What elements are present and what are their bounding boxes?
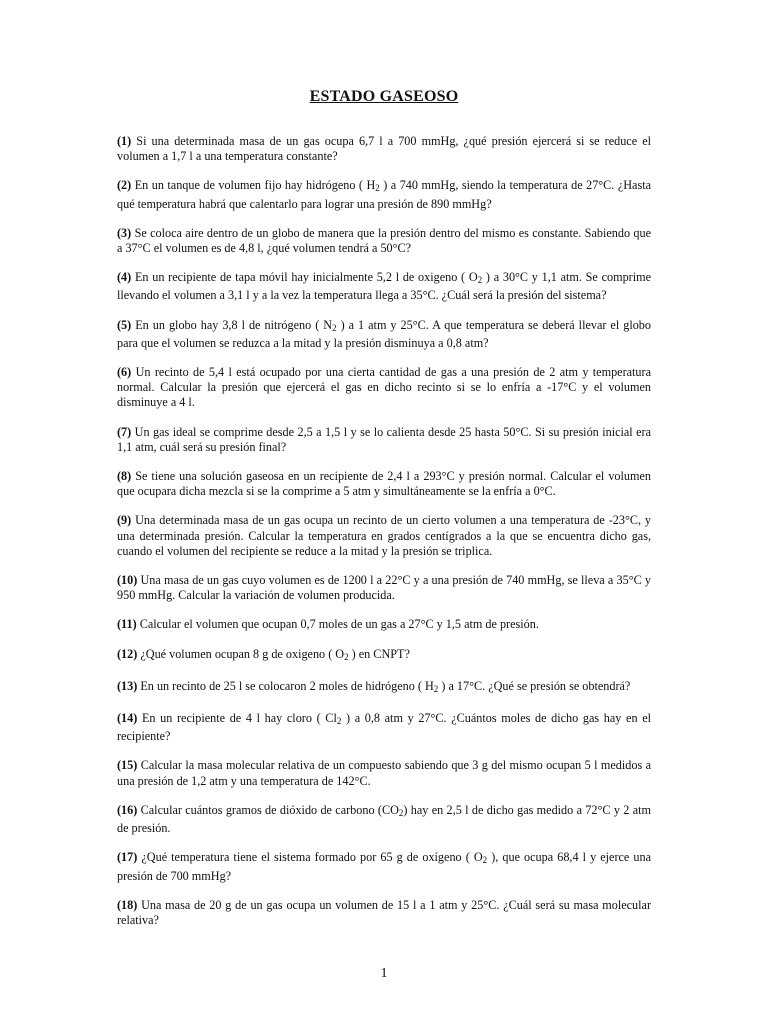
problem-text: Calcular cuántos gramos de dióxido de carbono (CO [137, 802, 399, 817]
problem-text: En un recinto de 25 l se colocaron 2 moles de hidrógeno ( H [137, 678, 434, 693]
problem-text: En un recipiente de tapa móvil hay inicialmente 5,2 l de oxigeno ( O [131, 270, 478, 285]
subscript: 2 [336, 716, 342, 727]
problem-item [117, 679, 651, 697]
problem-number: (18) [117, 897, 138, 912]
subscript: 2 [332, 322, 337, 333]
problem-number: (14) [117, 711, 138, 726]
subscript: 2 [433, 683, 439, 694]
problem-text: En un globo hay 3,8 l de nitrógeno ( N [131, 317, 333, 332]
problem-number: (2) [117, 178, 132, 193]
problem-text: ) a 30°C y 1,1 atm. Se comprime llevando el volumen a 3,1 l y a la vez la temperatura llega a 35°C. ¿Cuál será la presión del sistema? [117, 270, 651, 303]
problem-list [117, 134, 651, 942]
problem-item [117, 850, 651, 883]
subscript: 2 [482, 855, 488, 866]
problem-number: (15) [117, 758, 138, 773]
subscript: 2 [477, 275, 483, 286]
problem-number: (3) [117, 225, 132, 240]
problem-number: (16) [117, 802, 138, 817]
problem-number: (4) [117, 270, 132, 285]
problem-text: Una determinada masa de un gas ocupa un recinto de un cierto volumen a una temperatura de -23°C, y una determinada presión. Calcular la temperatura en grados centígrados a la que se encuentra dicho gas, cuando el volumen del recipiente se reduce a la mitad y la presión se triplica. [117, 513, 651, 558]
problem-item [117, 898, 651, 928]
problem-item [117, 365, 651, 411]
problem-text: Si una determinada masa de un gas ocupa 6,7 l a 700 mmHg, ¿qué presión ejercerá si se reduce el volumen a 1,7 l a una temperatura constante? [117, 134, 651, 164]
problem-text: En un tanque de volumen fijo hay hidrógeno ( H [131, 178, 376, 193]
problem-text: Calcular la masa molecular relativa de un compuesto sabiendo que 3 g del mismo ocupan 5 l medidos a una presión de 1,2 atm y una temperatura de 142°C. [117, 758, 651, 788]
problem-text: Una masa de 20 g de un gas ocupa un volumen de 15 l a 1 atm y 25°C. ¿Cuál será su masa molecular relativa? [117, 897, 651, 927]
problem-number: (10) [117, 573, 138, 588]
problem-text: ¿Qué temperatura tiene el sistema formado por 65 g de oxígeno ( O [137, 850, 483, 865]
problem-text: En un recipiente de 4 l hay cloro ( Cl [137, 711, 337, 726]
problem-text: ) a 1 atm y 25°C. A que temperatura se deberá llevar el globo para que el volumen se reduzca a la mitad y la presión disminuya a 0,8 atm? [117, 317, 651, 350]
problem-text: Un recinto de 5,4 l está ocupado por una cierta cantidad de gas a una presión de 2 atm y temperatura normal. Calcular la presión que ejercerá el gas en dicho recinto si se lo enfría a -17°C y el volumen disminuye a 4 l. [117, 365, 651, 410]
subscript: 2 [398, 807, 404, 818]
problem-text: Se tiene una solución gaseosa en un recipiente de 2,4 l a 293°C y presión normal. Calcular el volumen que ocupara dicha mezcla si se la comprime a 5 atm y simultáneamente se la enfría a 0°C. [117, 469, 651, 499]
problem-text: ) a 17°C. ¿Qué se presión se obtendrá? [438, 678, 631, 693]
problem-item [117, 711, 651, 744]
problem-item [117, 469, 651, 499]
page-title: ESTADO GASEOSO [309, 88, 459, 105]
problem-text: Calcular el volumen que ocupan 0,7 moles de un gas a 27°C y 1,5 atm de presión. [136, 617, 539, 632]
problem-item [117, 647, 651, 665]
problem-text: ) hay en 2,5 l de dicho gas medido a 72°C y 2 atm de presión. [117, 802, 651, 836]
problem-item [117, 270, 651, 303]
problem-text: ) a 740 mmHg, siendo la temperatura de 27°C. ¿Hasta qué temperatura habrá que calentarlo para lograr una presión de 890 mmHg? [117, 178, 651, 211]
problem-text: Una masa de un gas cuyo volumen es de 1200 l a 22°C y a una presión de 740 mmHg, se lleva a 35°C y 950 mmHg. Calcular la variación de volumen producida. [117, 573, 651, 603]
problem-item [117, 617, 651, 632]
problem-text: Un gas ideal se comprime desde 2,5 a 1,5 l y se lo calienta desde 25 hasta 50°C. Si su presión inicial era 1,1 atm, cuál será su presión final? [117, 424, 651, 454]
page-number: 1 [380, 966, 388, 981]
problem-item [117, 803, 651, 836]
problem-item [117, 425, 651, 455]
problem-text: ) a 0,8 atm y 27°C. ¿Cuántos moles de dicho gas hay en el recipiente? [117, 711, 651, 744]
problem-item [117, 226, 651, 256]
problem-number: (17) [117, 850, 138, 865]
problem-text: ¿Qué volumen ocupan 8 g de oxigeno ( O [137, 646, 345, 661]
problem-number: (7) [117, 424, 132, 439]
problem-text: Se coloca aire dentro de un globo de manera que la presión dentro del mismo es constante. Sabiendo que a 37°C el volumen es de 4,8 l, ¿qué volumen tendrá a 50°C? [117, 225, 651, 256]
problem-number: (6) [117, 365, 132, 380]
problem-item [117, 758, 651, 788]
problem-item [117, 318, 651, 351]
subscript: 2 [375, 183, 380, 194]
problem-number: (5) [117, 317, 132, 332]
problem-number: (13) [117, 678, 138, 693]
subscript: 2 [344, 651, 349, 662]
problem-number: (1) [117, 134, 132, 148]
problem-text: ) en CNPT? [348, 646, 410, 661]
problem-item [117, 573, 651, 603]
problem-item [117, 513, 651, 559]
problem-number: (9) [117, 513, 132, 528]
problem-number: (11) [117, 617, 137, 632]
problem-item [117, 134, 651, 164]
problem-item [117, 178, 651, 211]
problem-number: (12) [117, 646, 138, 661]
problem-number: (8) [117, 469, 132, 484]
problem-text: ), que ocupa 68,4 l y ejerce una presión de 700 mmHg? [117, 850, 652, 883]
